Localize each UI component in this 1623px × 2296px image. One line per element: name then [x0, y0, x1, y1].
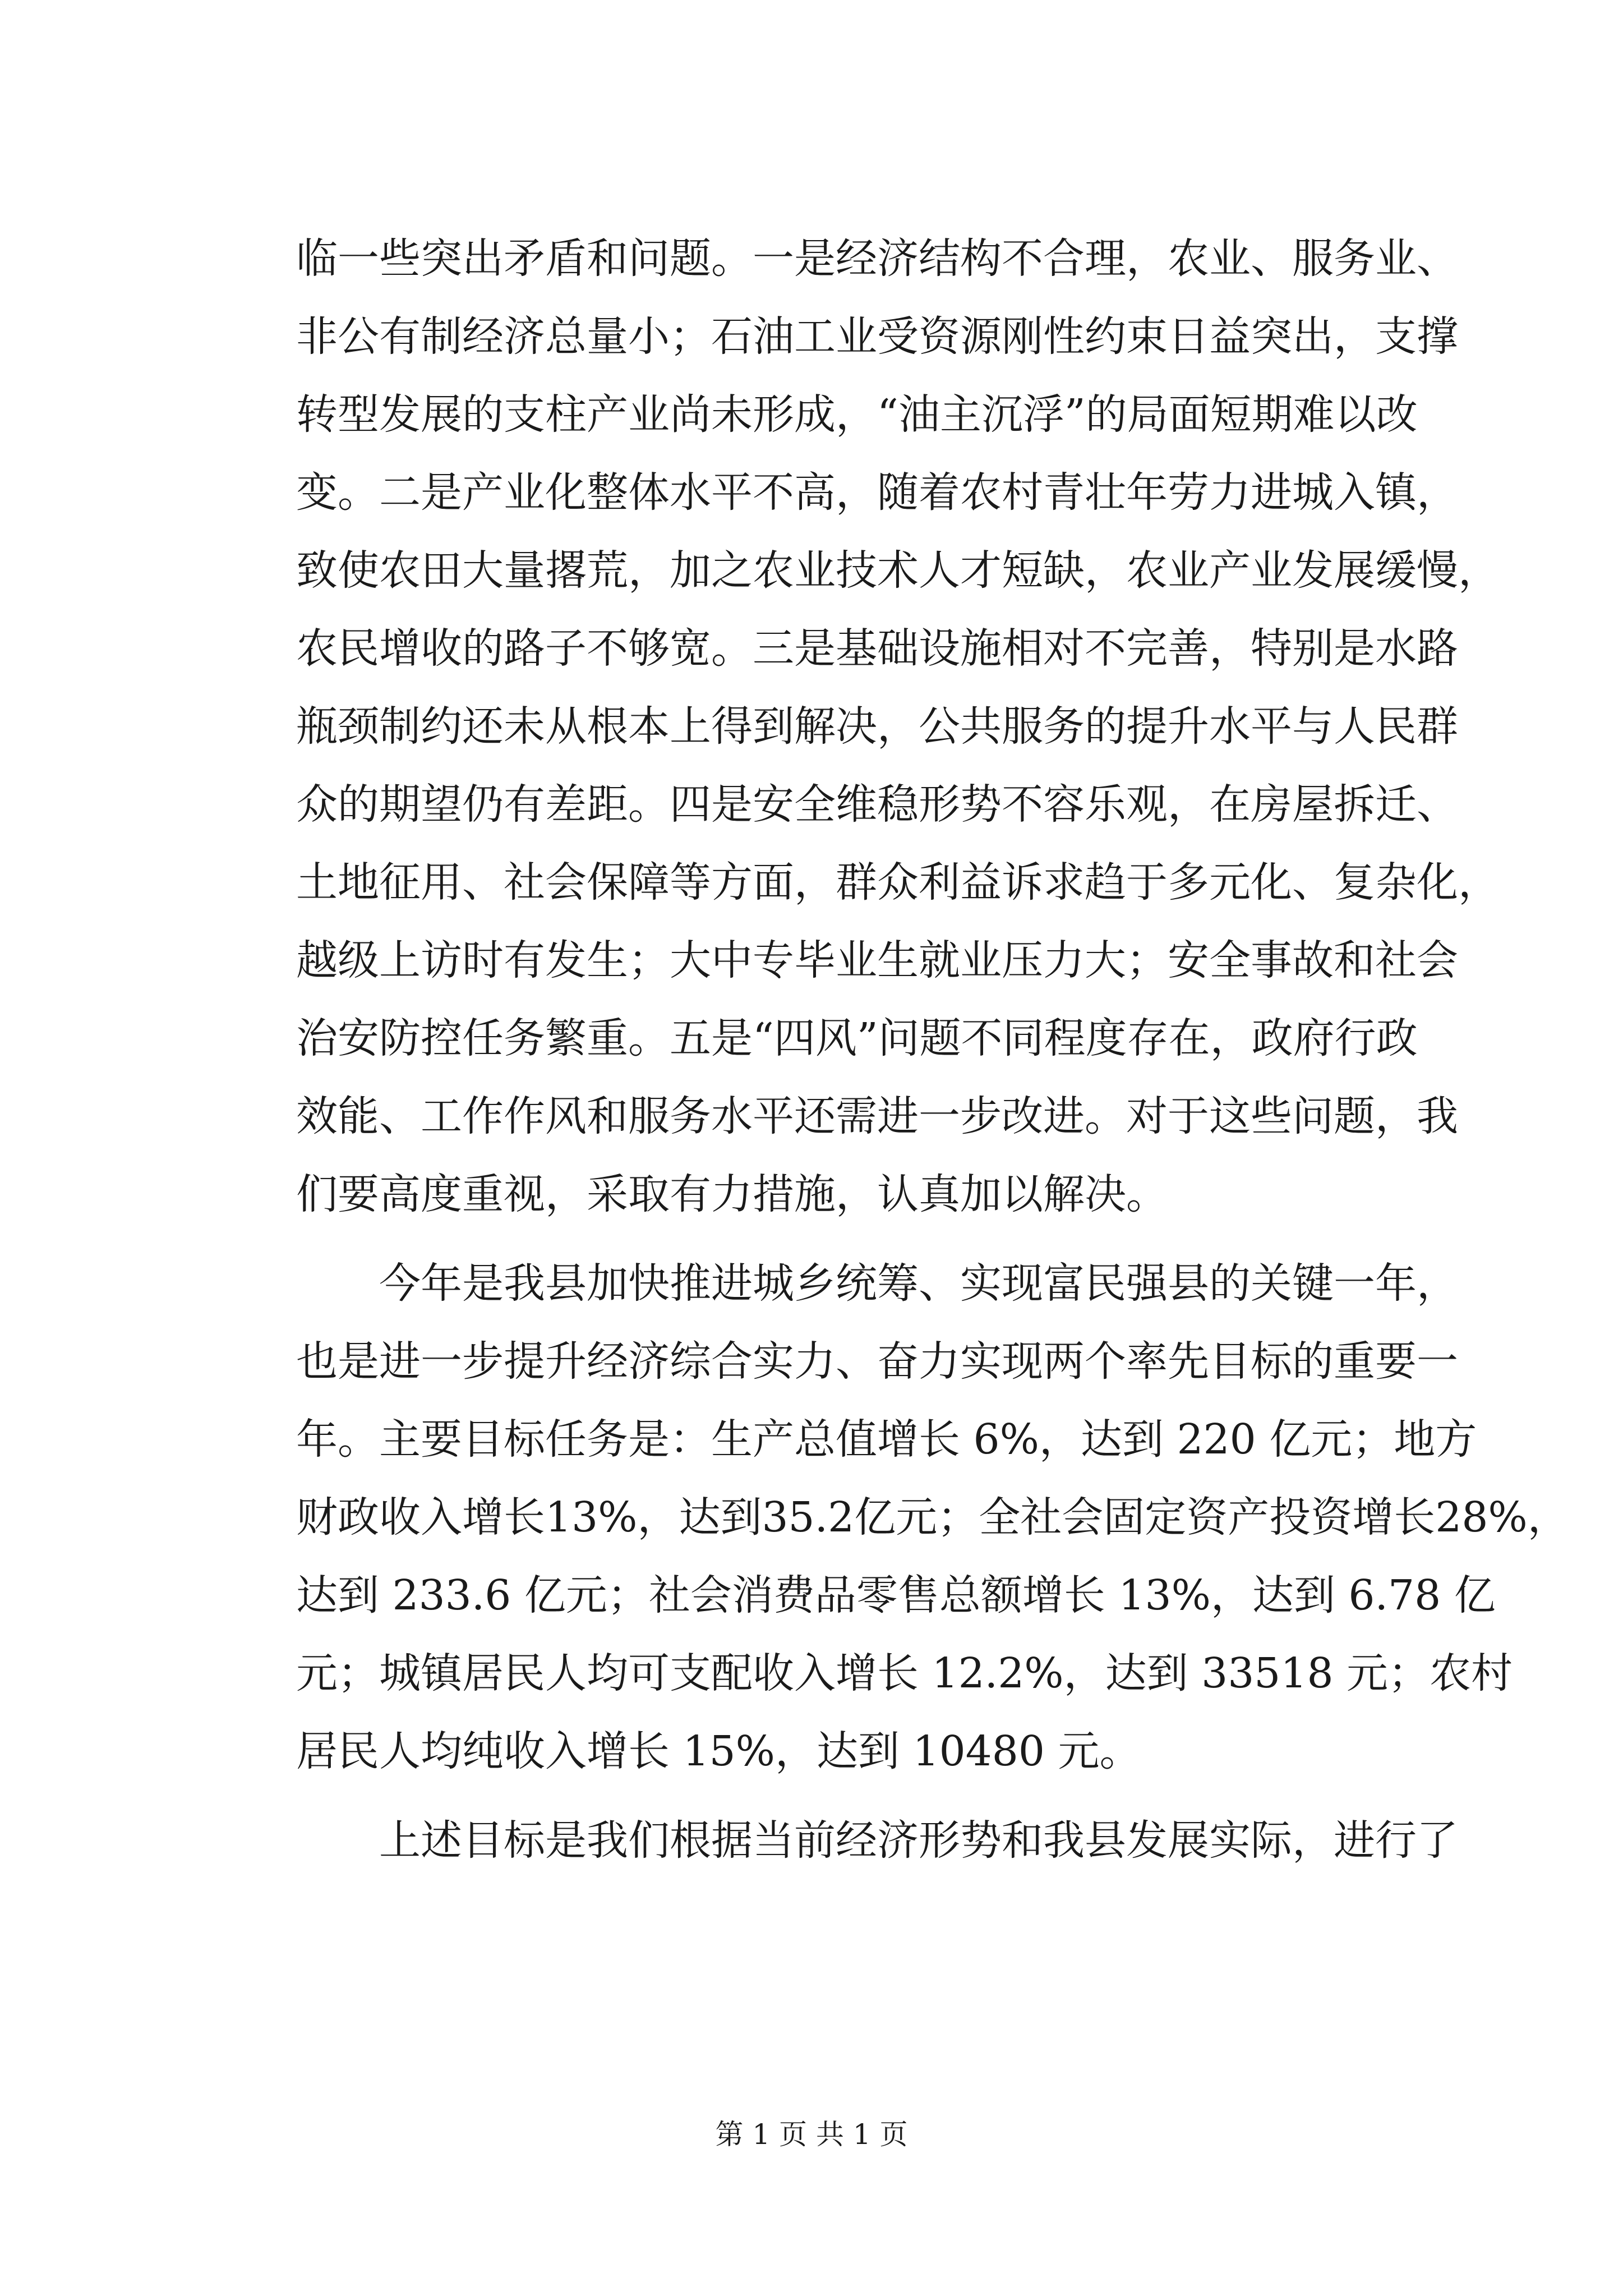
text-line: 也是进一步提升经济综合实力、奋力实现两个率先目标的重要一	[296, 1337, 1458, 1386]
text-line: 众的期望仍有差距。四是安全维稳形势不容乐观，在房屋拆迁、	[296, 780, 1458, 829]
document-body	[296, 220, 1569, 1880]
text-line: 治安防控任务繁重。五是“四风”问题不同程度存在，政府行政	[296, 1014, 1418, 1062]
page-footer: 第 1 页 共 1 页	[715, 2118, 908, 2151]
text-line: 居民人均纯收入增长 15%，达到 10480 元。	[296, 1727, 1141, 1775]
paragraph-targets	[296, 1245, 1569, 1791]
paragraph-problems	[296, 220, 1500, 1234]
text-line: 变。二是产业化整体水平不高，随着农村青壮年劳力进城入镇，	[296, 468, 1458, 517]
text-line: 农民增收的路子不够宽。三是基础设施相对不完善，特别是水路	[296, 624, 1458, 673]
text-line: 瓶颈制约还未从根本上得到解决，公共服务的提升水平与人民群	[296, 702, 1458, 751]
text-line: 转型发展的支柱产业尚未形成，“油主沉浮”的局面短期难以改	[296, 390, 1418, 439]
text-line: 今年是我县加快推进城乡统筹、实现富民强县的关键一年，	[296, 1259, 1458, 1308]
text-line: 土地征用、社会保障等方面，群众利益诉求趋于多元化、复杂化，	[296, 858, 1500, 907]
text-line: 上述目标是我们根据当前经济形势和我县发展实际，进行了	[296, 1816, 1458, 1865]
text-line: 元；城镇居民人均可支配收入增长 12.2%，达到 33518 元；农村	[296, 1649, 1513, 1697]
text-line: 非公有制经济总量小；石油工业受资源刚性约束日益突出，支撑	[296, 312, 1458, 361]
paragraph-gap	[296, 1791, 1412, 1802]
paragraph-conclusion	[296, 1802, 1458, 1880]
text-line: 达到 233.6 亿元；社会消费品零售总额增长 13%，达到 6.78 亿	[296, 1571, 1496, 1619]
text-line: 临一些突出矛盾和问题。一是经济结构不合理，农业、服务业、	[296, 234, 1458, 283]
text-line: 效能、工作作风和服务水平还需进一步改进。对于这些问题，我	[296, 1092, 1458, 1140]
text-line: 年。主要目标任务是：生产总值增长 6%，达到 220 亿元；地方	[296, 1415, 1477, 1464]
text-line: 财政收入增长13%，达到35.2亿元；全社会固定资产投资增长28%，	[296, 1493, 1569, 1542]
paragraph-gap	[296, 1234, 1412, 1245]
text-line: 越级上访时有发生；大中专毕业生就业压力大；安全事故和社会	[296, 936, 1458, 984]
text-line: 致使农田大量撂荒，加之农业技术人才短缺，农业产业发展缓慢，	[296, 546, 1500, 595]
text-line: 们要高度重视，采取有力措施，认真加以解决。	[296, 1170, 1168, 1218]
